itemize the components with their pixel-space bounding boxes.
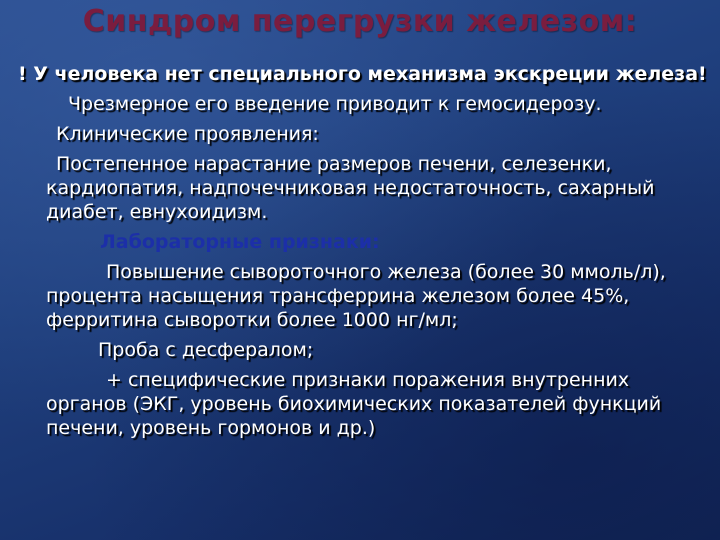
organ-signs-text: + специфические признаки поражения внутренних органов (ЭКГ, уровень биохимических показателей функций печени, уровень гормонов и др.) bbox=[46, 369, 662, 439]
paragraph-organ-signs bbox=[18, 368, 708, 440]
paragraph-hemosiderosis bbox=[18, 92, 708, 116]
paragraph-lab-heading bbox=[18, 230, 708, 254]
clinical-signs-text: Постепенное нарастание размеров печени, селезенки, кардиопатия, надпочечниковая недостаточность, сахарный диабет, евнухоидизм. bbox=[46, 153, 655, 223]
paragraph-hemosiderosis-text: Чрезмерное его введение приводит к гемосидерозу. bbox=[68, 93, 602, 115]
desferal-test-text: Проба с десфералом; bbox=[98, 339, 314, 361]
paragraph-lab-values bbox=[18, 260, 708, 332]
paragraph-clinical-heading bbox=[18, 122, 708, 146]
lab-heading-text: Лабораторные признаки: bbox=[100, 231, 380, 253]
paragraph-clinical-signs bbox=[18, 152, 708, 224]
lead-statement: ! У человека нет специального механизма экскреции железа! bbox=[18, 63, 707, 85]
slide-title: Синдром перегрузки железом: bbox=[82, 4, 638, 39]
lab-values-text: Повышение сывороточного железа (более 30 ммоль/л), процента насыщения трансферрина железом более 45%, ферритина сыворотки более 1000 нг/мл; bbox=[46, 261, 666, 331]
slide-body bbox=[18, 62, 708, 446]
clinical-heading-text: Клинические проявления: bbox=[56, 123, 319, 145]
paragraph-desferal-test bbox=[18, 338, 708, 362]
